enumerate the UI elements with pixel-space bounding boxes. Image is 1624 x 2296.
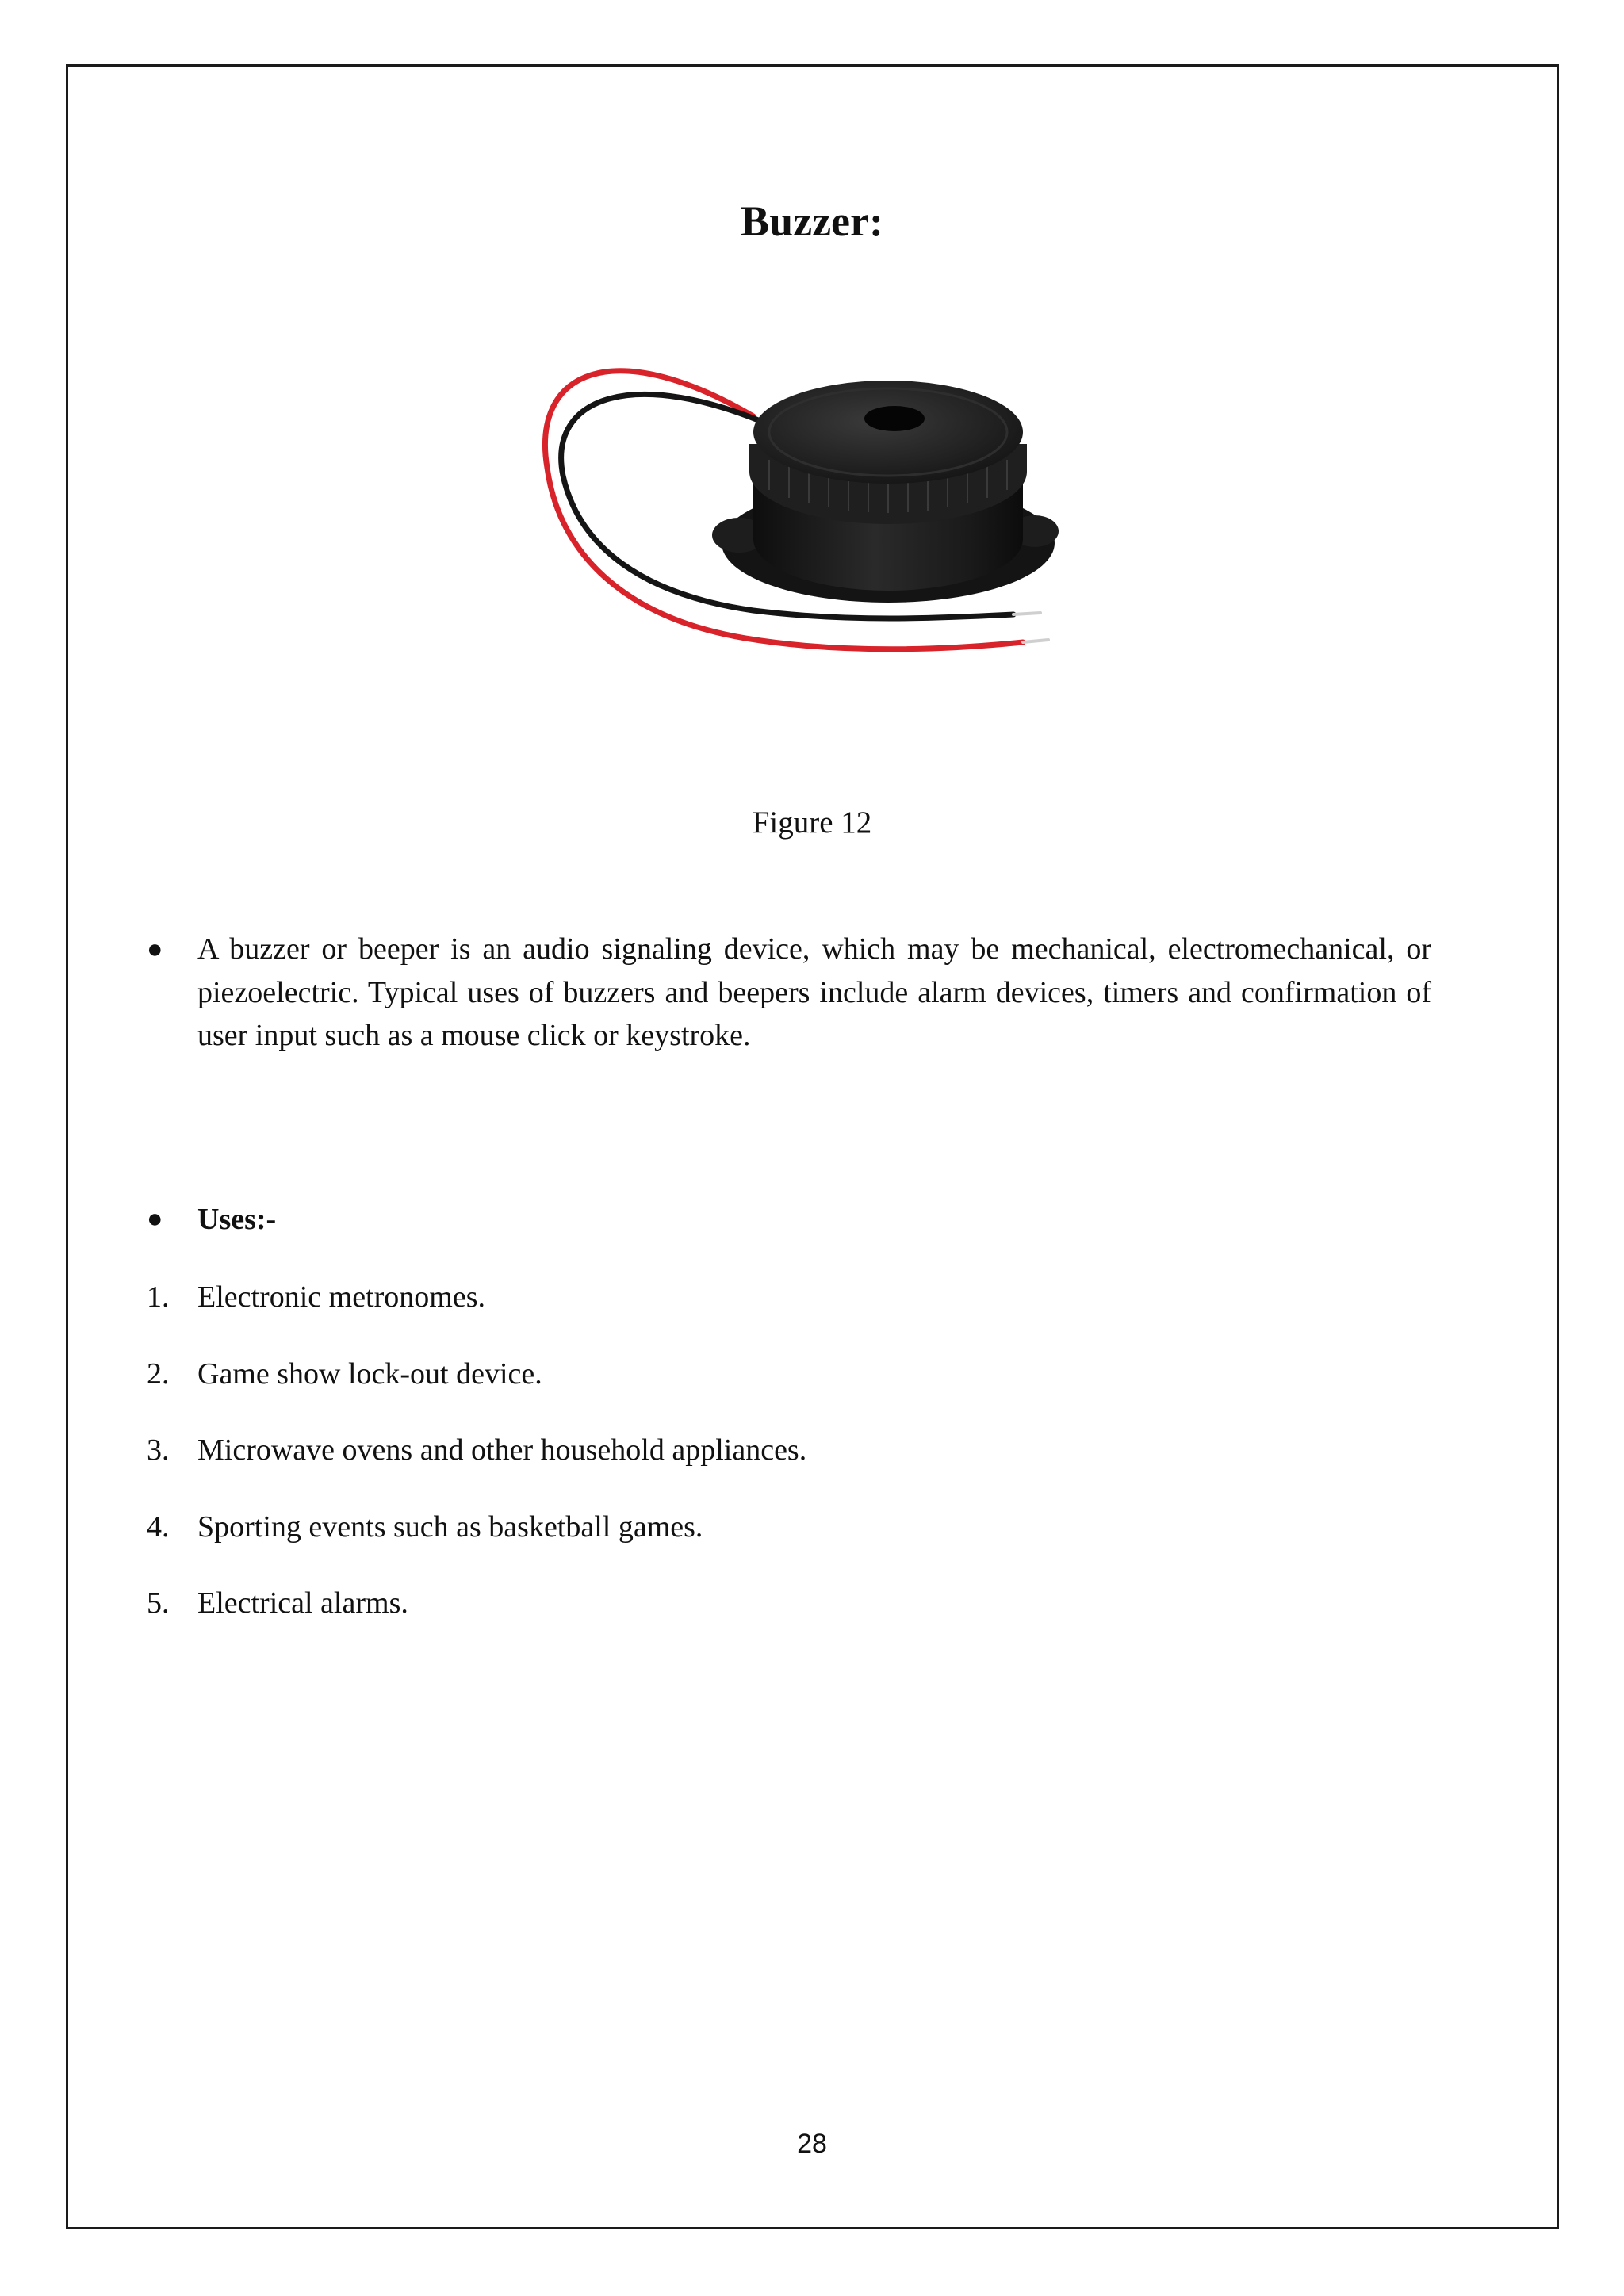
bullet-icon: ●	[147, 1204, 163, 1234]
list-item-number: 4.	[147, 1510, 170, 1544]
uses-heading: Uses:-	[197, 1203, 277, 1236]
description-paragraph: A buzzer or beeper is an audio signaling device, which may be mechanical, electromechanical, or piezoelectric. Typical uses of buzzers and beepers include alarm devices, timers and confirmation of user input such as a mouse click or keystroke.	[197, 932, 1431, 1052]
list-item-text: Electrical alarms.	[197, 1586, 408, 1620]
list-item-text: Game show lock-out device.	[197, 1357, 542, 1391]
list-item-number: 1.	[147, 1280, 170, 1314]
buzzer-image	[515, 341, 1086, 714]
list-item-number: 3.	[147, 1433, 170, 1467]
list-item-text: Electronic metronomes.	[197, 1280, 485, 1314]
figure-caption: Figure 12	[752, 806, 872, 840]
list-item-text: Microwave ovens and other household appliances.	[197, 1433, 807, 1467]
page-number: 28	[797, 2129, 827, 2159]
bullet-icon: ●	[147, 935, 163, 964]
list-item-text: Sporting events such as basketball games.	[197, 1510, 703, 1544]
list-item-number: 2.	[147, 1357, 170, 1391]
page-title: Buzzer:	[741, 197, 883, 245]
list-item-number: 5.	[147, 1586, 170, 1620]
